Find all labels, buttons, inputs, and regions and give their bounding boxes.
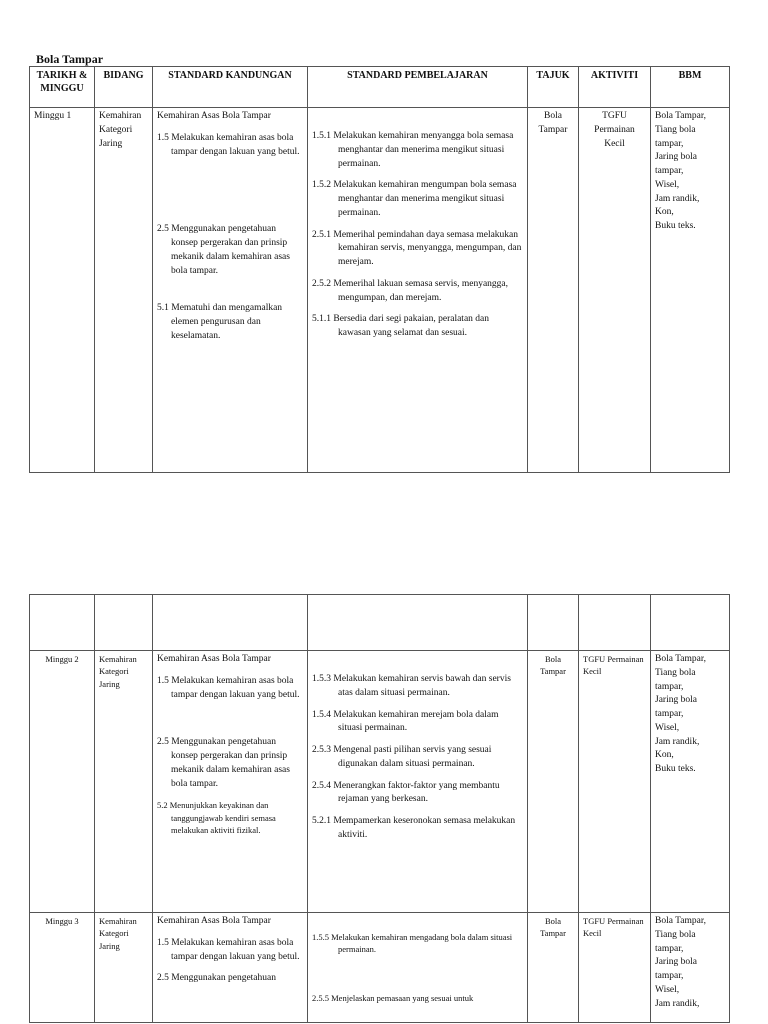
header-bbm: BBM (651, 67, 730, 108)
sp-item: 2.5.1 Memerihal pemindahan daya semasa melakukan kemahiran servis, menyangga, mengumpan, dan merejam. (312, 229, 522, 268)
header-standard-kandungan: STANDARD KANDUNGAN (153, 67, 308, 108)
sp-item: 5.1.1 Bersedia dari segi pakaian, peralatan dan kawasan yang selamat dan sesuai. (312, 314, 489, 339)
document-title: Bola Tampar (36, 52, 104, 66)
bidang-cell: Kemahiran Kategori Jaring (95, 651, 153, 913)
minggu-cell: Minggu 2 (30, 651, 95, 913)
bbm-item: Bola Tampar, (655, 111, 707, 121)
bbm-item: Kon, (655, 207, 674, 218)
tajuk-cell: Bola Tampar (528, 108, 579, 473)
sk-item: 5.1 Mematuhi dan mengamalkan elemen pengurusan dan keselamatan. (157, 303, 283, 341)
sk-item: 2.5 Menggunakan pengetahuan konsep pergerakan dan prinsip mekanik dalam kemahiran asas bola tampar. (157, 737, 290, 789)
sp-item: 1.5.5 Melakukan kemahiran mengadang bola dalam situasi permainan. (312, 932, 513, 955)
bbm-cell (651, 651, 730, 913)
sp-item: 1.5.2 Melakukan kemahiran mengumpan bola semasa menghantar dan menerima mengikut situasi permainan. (312, 180, 517, 218)
bbm-item: Wisel, (655, 179, 680, 190)
header-tarikh: TARIKH & MINGGU (30, 67, 95, 108)
sp-item: 1.5.4 Melakukan kemahiran merejam bola dalam situasi permainan. (312, 709, 499, 734)
standard-pembelajaran-cell (308, 913, 528, 1023)
standard-kandungan-cell (153, 913, 308, 1023)
bbm-cell (651, 108, 730, 473)
lesson-plan-table-1 (29, 66, 730, 473)
sk-item: 1.5 Melakukan kemahiran asas bola tampar dengan lakuan yang betul. (157, 675, 300, 700)
aktiviti-cell: TGFU Permainan Kecil (579, 651, 651, 913)
header-standard-pembelajaran: STANDARD PEMBELAJARAN (308, 67, 528, 108)
tajuk-cell: Bola Tampar (528, 651, 579, 913)
sk-item: 5.2 Menunjukkan keyakinan dan tanggungjawab kendiri semasa melakukan aktiviti fizikal. (157, 800, 276, 835)
sp-item: 5.2.1 Mempamerkan keseronokan semasa melakukan aktiviti. (312, 816, 516, 840)
sk-item: 1.5 Melakukan kemahiran asas bola tampar dengan lakuan yang betul. (157, 937, 300, 962)
table-row (30, 108, 730, 473)
standard-pembelajaran-cell (308, 108, 528, 473)
minggu-cell: Minggu 1 (30, 108, 95, 473)
sp-item: 1.5.3 Melakukan kemahiran servis bawah dan servis atas dalam situasi permainan. (312, 674, 511, 698)
bbm-item: Tiang bola tampar, (655, 929, 696, 954)
lesson-plan-table-2 (29, 594, 730, 1023)
table-row (30, 651, 730, 913)
bidang-cell: Kemahiran Kategori Jaring (95, 108, 153, 473)
sk-item: 2.5 Menggunakan pengetahuan konsep pergerakan dan prinsip mekanik dalam kemahiran asas bola tampar. (157, 224, 290, 276)
tajuk-cell: Bola Tampar (528, 913, 579, 1023)
sk-heading: Kemahiran Asas Bola Tampar (157, 111, 271, 121)
sp-item: 2.5.3 Mengenal pasti pilihan servis yang sesuai digunakan dalam situasi permainan. (312, 745, 492, 769)
bbm-item: Buku teks. (655, 764, 696, 775)
bbm-item: Jaring bola tampar, (655, 695, 697, 720)
bbm-item: Jam randik, (655, 736, 700, 747)
sk-item: 2.5 Menggunakan pengetahuan (157, 973, 276, 984)
standard-kandungan-cell (153, 651, 308, 913)
table-row (30, 913, 730, 1023)
sk-heading: Kemahiran Asas Bola Tampar (157, 654, 271, 664)
minggu-cell: Minggu 3 (30, 913, 95, 1023)
sp-item: 2.5.5 Menjelaskan pemasaan yang sesuai untuk (312, 992, 474, 1003)
sp-item: 2.5.2 Memerihal lakuan semasa servis, menyangga, mengumpan, dan merejam. (312, 278, 509, 303)
aktiviti-cell: TGFU Permainan Kecil (579, 108, 651, 473)
bbm-item: Kon, (655, 750, 674, 761)
header-aktiviti: AKTIVITI (579, 67, 651, 108)
header-tajuk: TAJUK (528, 67, 579, 108)
bbm-item: Tiang bola tampar, (655, 667, 696, 692)
bbm-item: Jaring bola tampar, (655, 957, 697, 982)
bbm-item: Bola Tampar, (655, 916, 707, 926)
bbm-item: Tiang bola tampar, (655, 124, 696, 149)
sp-item: 1.5.1 Melakukan kemahiran menyangga bola semasa menghantar dan menerima mengikut situasi permainan. (312, 131, 514, 169)
bbm-item: Buku teks. (655, 221, 696, 232)
aktiviti-cell: TGFU Permainan Kecil (579, 913, 651, 1023)
bbm-item: Jam randik, (655, 193, 700, 204)
bbm-item: Jaring bola tampar, (655, 152, 697, 177)
empty-header-row (30, 595, 730, 651)
standard-pembelajaran-cell (308, 651, 528, 913)
sk-heading: Kemahiran Asas Bola Tampar (157, 916, 271, 926)
bbm-item: Wisel, (655, 984, 680, 995)
standard-kandungan-cell (153, 108, 308, 473)
bbm-item: Wisel, (655, 722, 680, 733)
bbm-item: Bola Tampar, (655, 654, 707, 664)
header-bidang: BIDANG (95, 67, 153, 108)
sp-item: 2.5.4 Menerangkan faktor-faktor yang membantu rejaman yang berkesan. (312, 780, 500, 805)
bidang-cell: Kemahiran Kategori Jaring (95, 913, 153, 1023)
sk-item: 1.5 Melakukan kemahiran asas bola tampar dengan lakuan yang betul. (157, 132, 300, 157)
bbm-cell (651, 913, 730, 1023)
bbm-item: Jam randik, (655, 998, 700, 1009)
table-header-row (30, 67, 730, 108)
